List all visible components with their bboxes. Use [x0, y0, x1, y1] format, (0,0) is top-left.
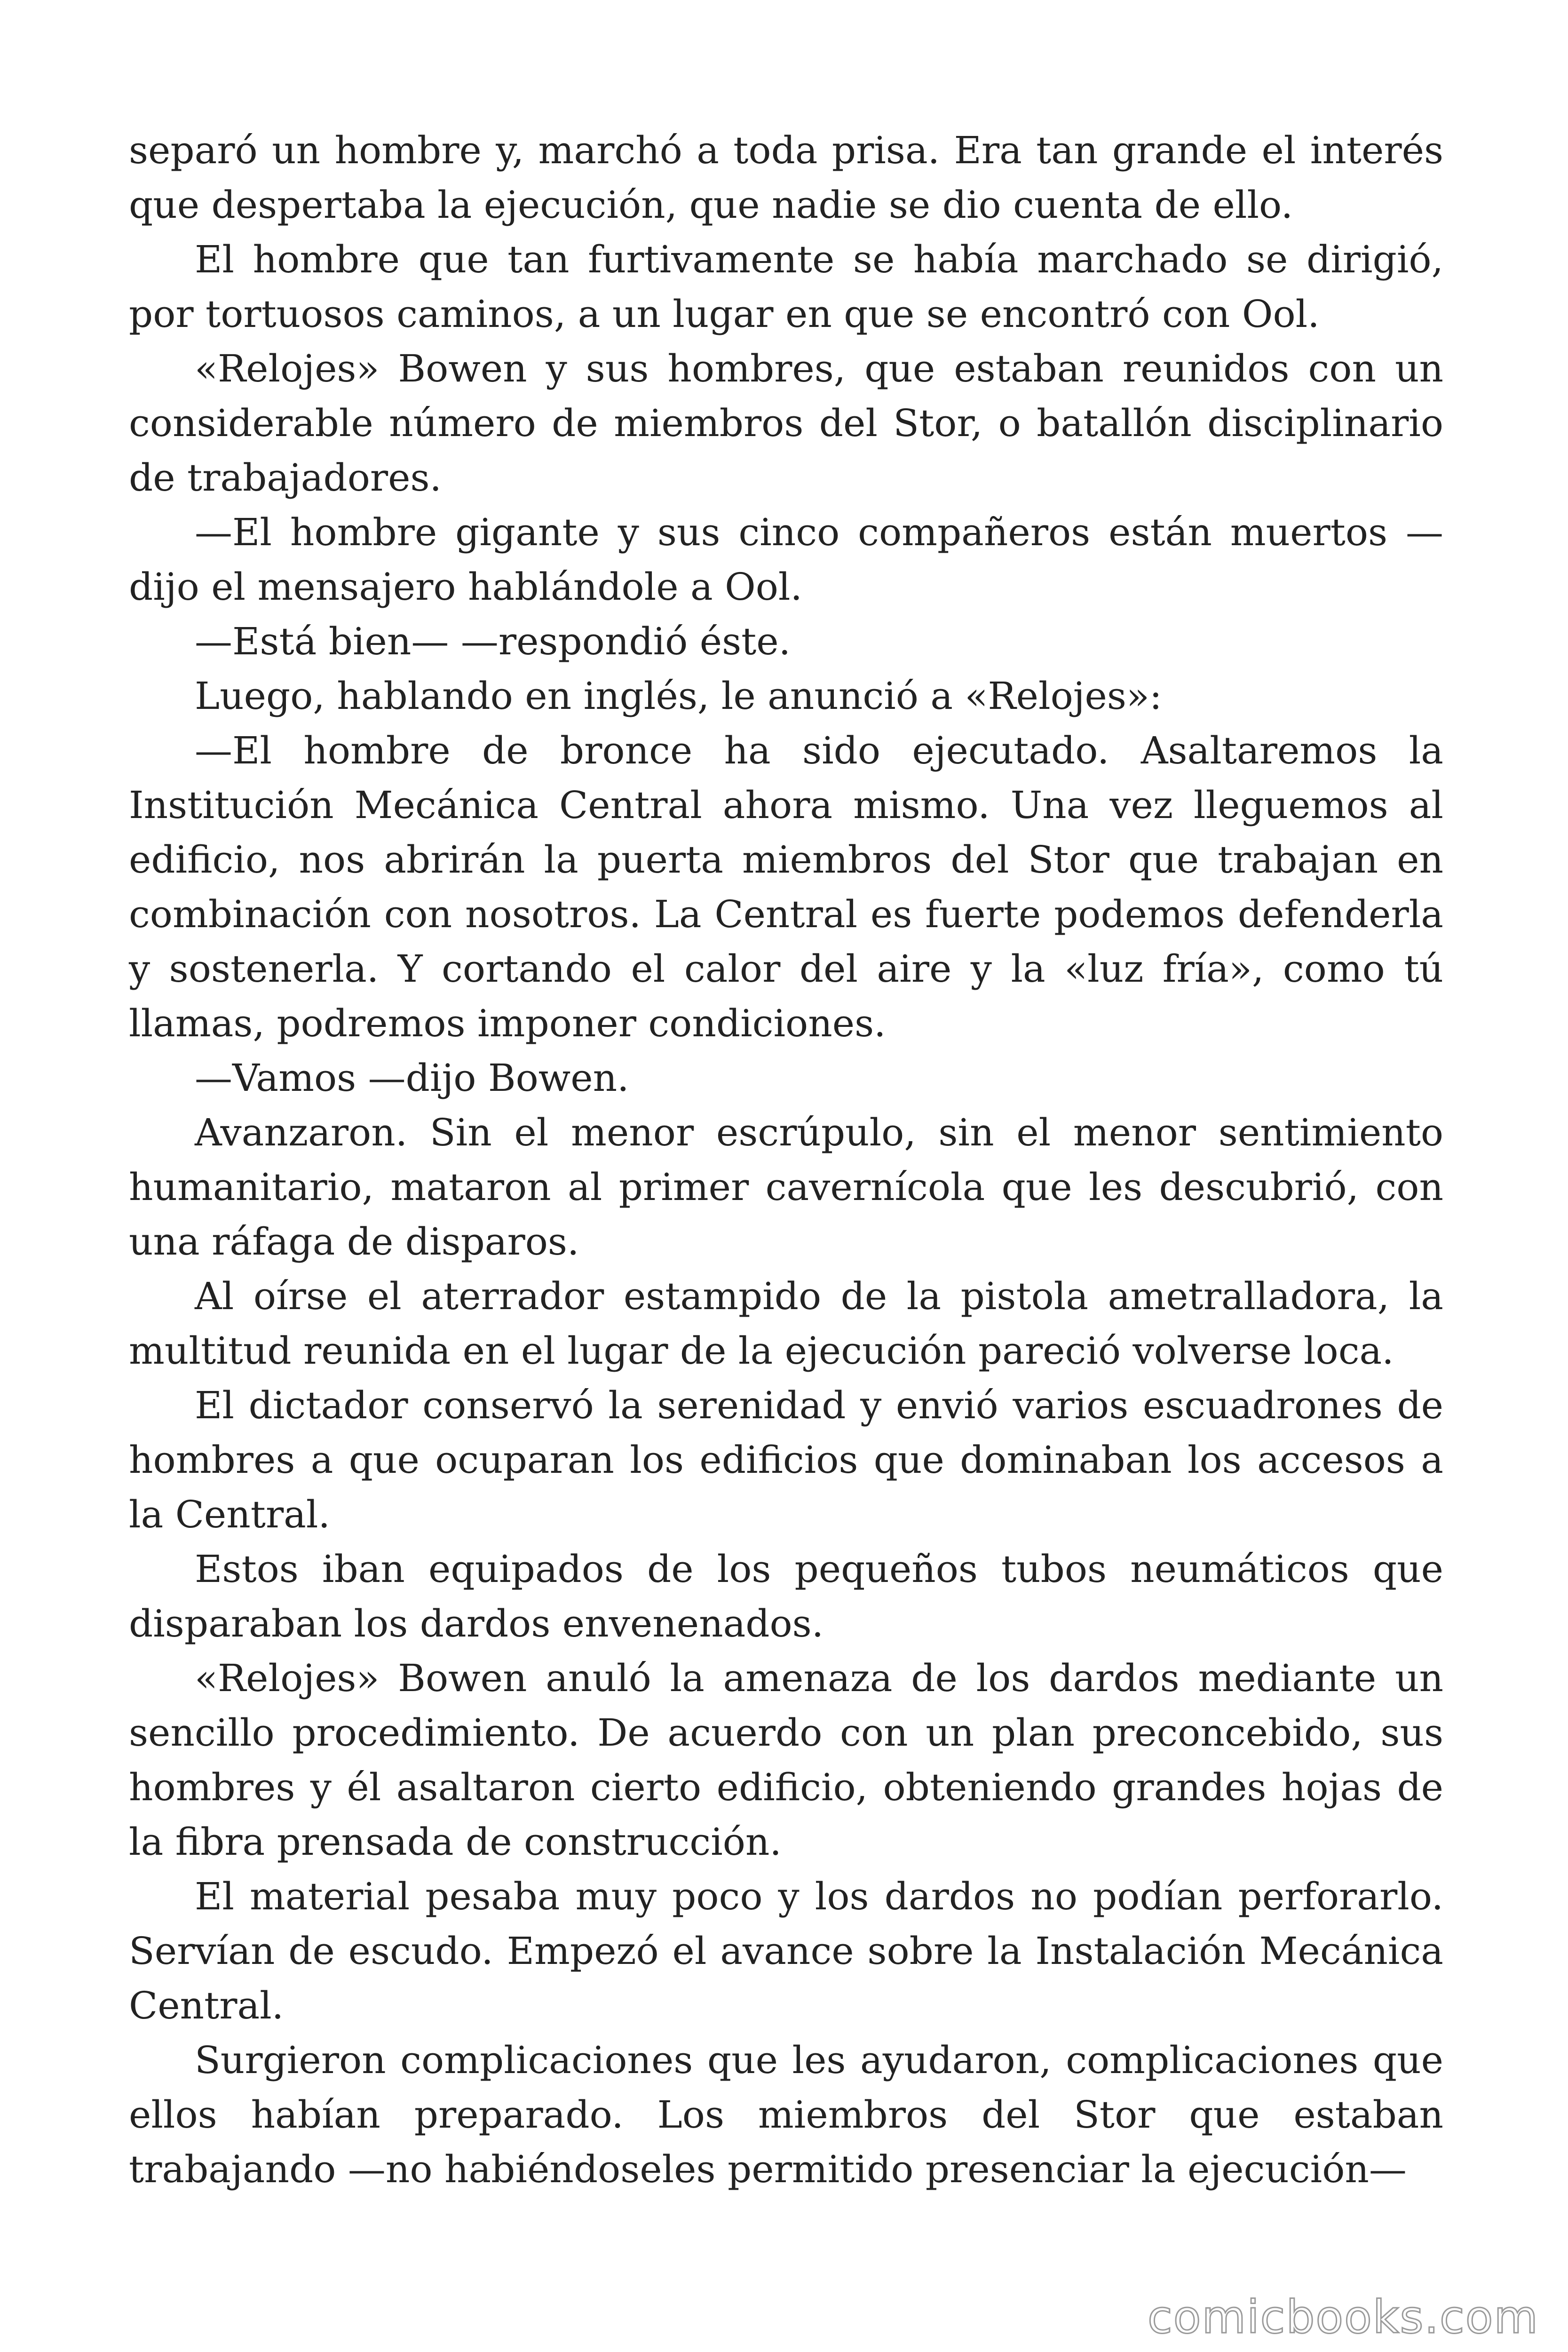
paragraph: Luego, hablando en inglés, le anunció a «Relojes»: [195, 674, 1162, 718]
paragraph: Surgieron complicaciones que les ayudaron, complicaciones que ellos habían preparado. Los miembros del Stor que estaban trabajando —no habiéndoseles permitido presenciar la ejecución— [129, 2038, 1443, 2191]
paragraph: El hombre que tan furtivamente se había marchado se dirigió, por tortuosos caminos, a un lugar en que se encontró con Ool. [129, 238, 1443, 336]
paragraph: Al oírse el aterrador estampido de la pistola ametralladora, la multitud reunida en el lugar de la ejecución pareció volverse loca. [129, 1274, 1443, 1373]
paragraph: Avanzaron. Sin el menor escrúpulo, sin el menor sentimiento humanitario, mataron al primer cavernícola que les descubrió, con una ráfaga de disparos. [129, 1111, 1443, 1263]
paragraph: —El hombre de bronce ha sido ejecutado. Asaltaremos la Institución Mecánica Central ahora mismo. Una vez lleguemos al edificio, nos abrirán la puerta miembros del Stor que trabajan en combinación con nosotros. La Central es fuerte podemos defenderla y sostenerla. Y cortando el calor del aire y la «luz fría», como tú llamas, podremos imponer condiciones. [129, 729, 1443, 1045]
body-text [129, 123, 1443, 2197]
watermark: comicbooks.com [1147, 2291, 1539, 2344]
paragraph: Estos iban equipados de los pequeños tubos neumáticos que disparaban los dardos envenenados. [129, 1547, 1443, 1645]
paragraph: «Relojes» Bowen anuló la amenaza de los dardos mediante un sencillo procedimiento. De acuerdo con un plan preconcebido, sus hombres y él asaltaron cierto edificio, obteniendo grandes hojas de la fibra prensada de construcción. [129, 1656, 1443, 1864]
paragraph: El dictador conservó la serenidad y envió varios escuadrones de hombres a que ocuparan los edificios que dominaban los accesos a la Central. [129, 1383, 1443, 1536]
paragraph: —Está bien— —respondió éste. [195, 620, 791, 663]
paragraph: El material pesaba muy poco y los dardos no podían perforarlo. Servían de escudo. Empezó el avance sobre la Instalación Mecánica Central. [129, 1875, 1443, 2027]
paragraph: —Vamos —dijo Bowen. [195, 1056, 629, 1100]
paragraph: «Relojes» Bowen y sus hombres, que estaban reunidos con un considerable número de miembros del Stor, o batallón disciplinario de trabajadores. [129, 347, 1443, 500]
paragraph: separó un hombre y, marchó a toda prisa. Era tan grande el interés que despertaba la ejecución, que nadie se dio cuenta de ello. [129, 128, 1443, 227]
paragraph: —El hombre gigante y sus cinco compañeros están muertos —dijo el mensajero hablándole a Ool. [129, 510, 1443, 609]
